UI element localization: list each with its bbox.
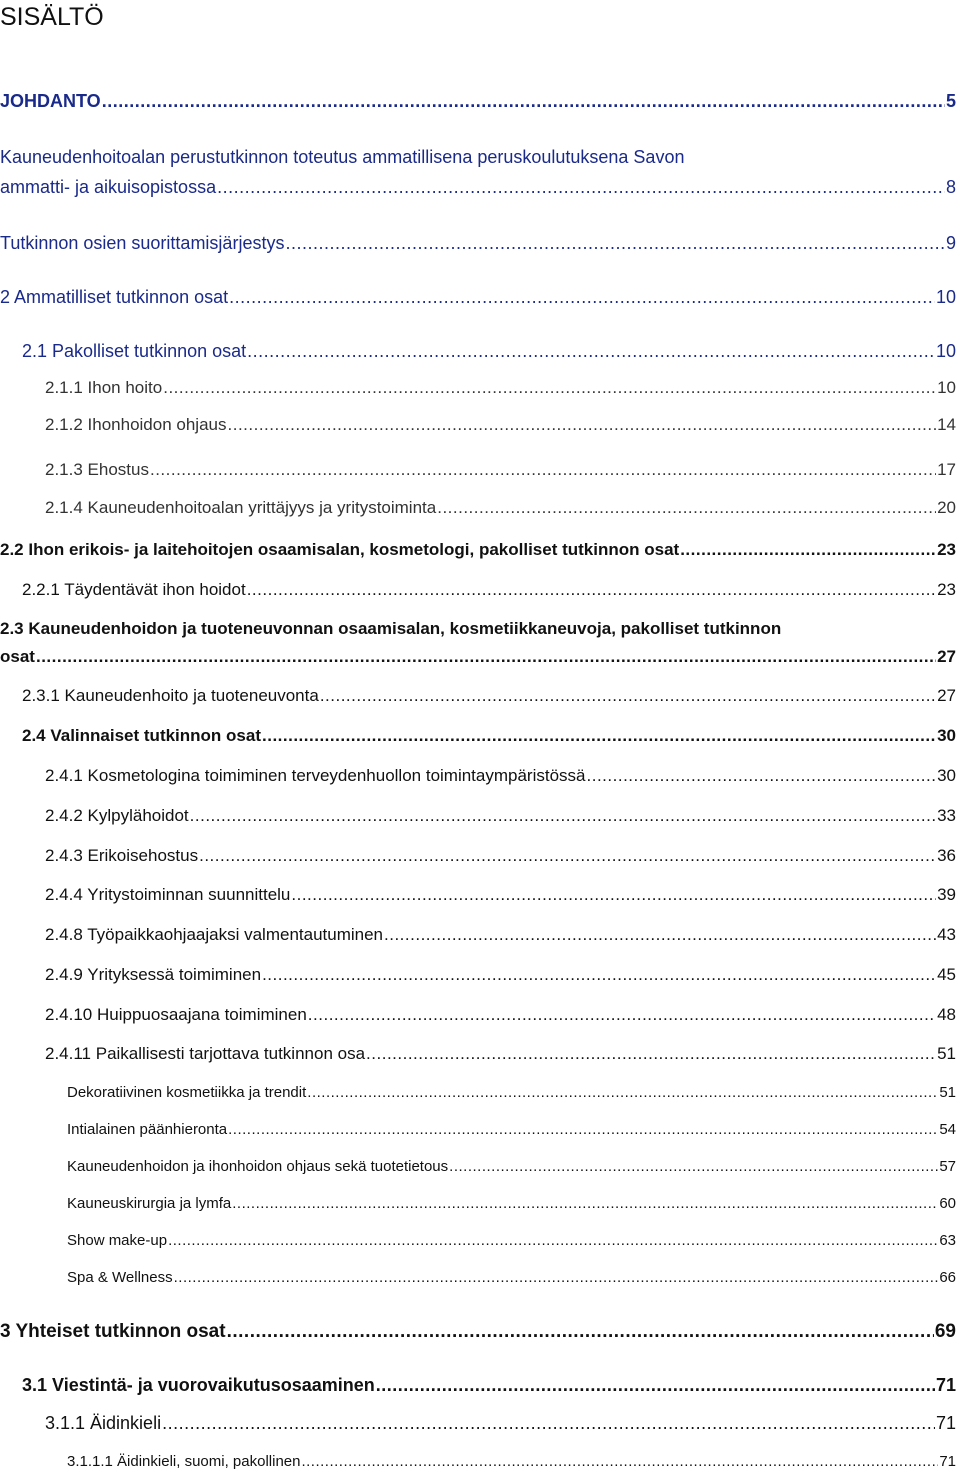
toc-entry-label: Kauneudenhoidon ja ihonhoidon ohjaus sekä tuotetietous bbox=[67, 1158, 449, 1175]
toc-entry-2-3[interactable] bbox=[0, 647, 956, 667]
toc-entry-page: 10 bbox=[935, 287, 956, 307]
toc-entry-label: 2.1 Pakolliset tutkinnon osat bbox=[22, 341, 247, 361]
toc-entry-show-make-up[interactable] bbox=[0, 1232, 956, 1249]
toc-entry-johdanto[interactable] bbox=[0, 91, 956, 112]
toc-entry-2-3-1[interactable] bbox=[0, 686, 956, 706]
toc-entry-label: 2.4.4 Yritystoiminnan suunnittelu bbox=[45, 885, 291, 904]
toc-entry-page: 51 bbox=[937, 1044, 956, 1063]
toc-entry-label: Kauneuskirurgia ja lymfa bbox=[67, 1195, 232, 1212]
toc-entry-line1[interactable]: Kauneudenhoitoalan perustutkinnon toteutus ammatillisena peruskoulutuksena Savon bbox=[0, 147, 685, 167]
toc-entry-page: 30 bbox=[937, 726, 956, 745]
toc-entry-ohjaus[interactable] bbox=[0, 1158, 956, 1175]
toc-entry-label: 2.4.1 Kosmetologina toimiminen terveydenhuollon toimintaympäristössä bbox=[45, 766, 586, 785]
toc-entry-label: 2.1.2 Ihonhoidon ohjaus bbox=[45, 415, 227, 434]
toc-entry-2-4-8[interactable] bbox=[0, 925, 956, 945]
toc-entry-label: 3 Yhteiset tutkinnon osat bbox=[0, 1321, 226, 1342]
toc-entry-2-4-10[interactable] bbox=[0, 1005, 956, 1025]
toc-entry-3-1-1[interactable] bbox=[0, 1413, 956, 1434]
toc-entry-dekoratiivinen[interactable] bbox=[0, 1084, 956, 1101]
toc-entry-page: 27 bbox=[937, 647, 956, 666]
toc-entry-label: 2.4.10 Huippuosaajana toimiminen bbox=[45, 1005, 307, 1024]
toc-entry-page: 5 bbox=[945, 91, 956, 111]
toc-entry-page: 8 bbox=[945, 177, 956, 197]
toc-entry-page: 20 bbox=[937, 498, 956, 517]
toc-entry-2-1-3[interactable] bbox=[0, 460, 956, 480]
toc-entry-page: 54 bbox=[939, 1121, 956, 1138]
toc-entry-label: 2.4.2 Kylpylähoidot bbox=[45, 806, 189, 825]
toc-entry-label: 2.4.3 Erikoisehostus bbox=[45, 846, 199, 865]
toc-entry-3-1[interactable] bbox=[0, 1375, 956, 1396]
toc-entry-2-1-4[interactable] bbox=[0, 498, 956, 518]
toc-entry-page: 30 bbox=[937, 766, 956, 785]
toc-entry-label: 2.4.8 Työpaikkaohjaajaksi valmentautuminen bbox=[45, 925, 384, 944]
toc-entry-page: 71 bbox=[939, 1453, 956, 1470]
toc-entry-page: 69 bbox=[934, 1321, 956, 1342]
toc-entry-page: 60 bbox=[939, 1195, 956, 1212]
toc-entry-page: 39 bbox=[937, 885, 956, 904]
toc-entry-spa[interactable] bbox=[0, 1269, 956, 1286]
toc-entry-page: 27 bbox=[937, 686, 956, 705]
toc-entry-label: 2.2 Ihon erikois- ja laitehoitojen osaamisalan, kosmetologi, pakolliset tutkinnon osat bbox=[0, 540, 680, 559]
toc-entry-page: 63 bbox=[939, 1232, 956, 1249]
toc-entry-3-1-1-1[interactable] bbox=[0, 1453, 956, 1470]
toc-entry-label: 2.4.9 Yrityksessä toimiminen bbox=[45, 965, 262, 984]
toc-entry-page: 33 bbox=[937, 806, 956, 825]
toc-entry-2-4-1[interactable] bbox=[0, 766, 956, 786]
toc-entry-toteutus[interactable] bbox=[0, 177, 956, 198]
toc-entry-label: 3.1.1 Äidinkieli bbox=[45, 1413, 162, 1433]
toc-entry-jarjestys[interactable] bbox=[0, 233, 956, 254]
toc-entry-label: Show make-up bbox=[67, 1232, 168, 1249]
toc-entry-page: 9 bbox=[945, 233, 956, 253]
toc-entry-page: 17 bbox=[937, 460, 956, 479]
toc-entry-page: 14 bbox=[937, 415, 956, 434]
toc-entry-page: 57 bbox=[939, 1158, 956, 1175]
toc-entry-label: 2 Ammatilliset tutkinnon osat bbox=[0, 287, 229, 307]
toc-entry-2-1[interactable] bbox=[0, 341, 956, 362]
toc-entry-3[interactable] bbox=[0, 1321, 956, 1343]
toc-entry-page: 48 bbox=[937, 1005, 956, 1024]
toc-entry-label: Dekoratiivinen kosmetiikka ja trendit bbox=[67, 1084, 307, 1101]
toc-entry-page: 43 bbox=[937, 925, 956, 944]
toc-entry-label: 2.1.1 Ihon hoito bbox=[45, 378, 163, 397]
toc-entry-label: 2.4.11 Paikallisesti tarjottava tutkinnon osa bbox=[45, 1044, 366, 1063]
toc-entry-label: JOHDANTO bbox=[0, 91, 101, 111]
toc-entry-label: ammatti- ja aikuisopistossa bbox=[0, 177, 217, 197]
toc-entry-2-4[interactable] bbox=[0, 726, 956, 746]
toc-entry-page: 10 bbox=[935, 341, 956, 361]
toc-entry-page: 71 bbox=[935, 1375, 956, 1395]
toc-entry-kauneuskirurgia[interactable] bbox=[0, 1195, 956, 1212]
toc-entry-label: 3.1.1.1 Äidinkieli, suomi, pakollinen bbox=[67, 1453, 301, 1470]
toc-entry-label: 3.1 Viestintä- ja vuorovaikutusosaaminen bbox=[22, 1375, 375, 1395]
toc-entry-page: 10 bbox=[937, 378, 956, 397]
toc-entry-2-1-1[interactable] bbox=[0, 378, 956, 398]
page-title: SISÄLTÖ bbox=[0, 3, 104, 31]
toc-entry-page: 36 bbox=[937, 846, 956, 865]
toc-entry-label: 2.4 Valinnaiset tutkinnon osat bbox=[22, 726, 261, 745]
toc-entry-label: 2.1.4 Kauneudenhoitoalan yrittäjyys ja yritystoiminta bbox=[45, 498, 437, 517]
toc-entry-label: osat bbox=[0, 647, 35, 666]
toc-entry-2-4-2[interactable] bbox=[0, 806, 956, 826]
toc-entry-2-1-2[interactable] bbox=[0, 415, 956, 435]
toc-entry-2-2[interactable] bbox=[0, 540, 956, 560]
toc-entry-line1[interactable]: 2.3 Kauneudenhoidon ja tuoteneuvonnan osaamisalan, kosmetiikkaneuvoja, pakolliset tutkinnon bbox=[0, 619, 782, 638]
toc-entry-2-4-3[interactable] bbox=[0, 846, 956, 866]
toc-entry-page: 45 bbox=[937, 965, 956, 984]
toc-entry-2-2-1[interactable] bbox=[0, 580, 956, 600]
toc-entry-intialainen[interactable] bbox=[0, 1121, 956, 1138]
toc-entry-page: 66 bbox=[939, 1269, 956, 1286]
toc-entry-label: 2.1.3 Ehostus bbox=[45, 460, 149, 479]
toc-entry-2-4-4[interactable] bbox=[0, 885, 956, 905]
toc-entry-page: 23 bbox=[937, 580, 956, 599]
toc-entry-2[interactable] bbox=[0, 287, 956, 308]
toc-entry-page: 71 bbox=[935, 1413, 956, 1433]
toc-entry-label: Intialainen päänhieronta bbox=[67, 1121, 228, 1138]
toc-entry-page: 51 bbox=[939, 1084, 956, 1101]
toc-entry-label: 2.3.1 Kauneudenhoito ja tuoteneuvonta bbox=[22, 686, 319, 705]
toc-entry-label: Spa & Wellness bbox=[67, 1269, 173, 1286]
toc-entry-label: 2.2.1 Täydentävät ihon hoidot bbox=[22, 580, 246, 599]
toc-entry-label: Tutkinnon osien suorittamisjärjestys bbox=[0, 233, 285, 253]
toc-entry-page: 23 bbox=[937, 540, 956, 559]
toc-entry-2-4-9[interactable] bbox=[0, 965, 956, 985]
toc-entry-2-4-11[interactable] bbox=[0, 1044, 956, 1064]
